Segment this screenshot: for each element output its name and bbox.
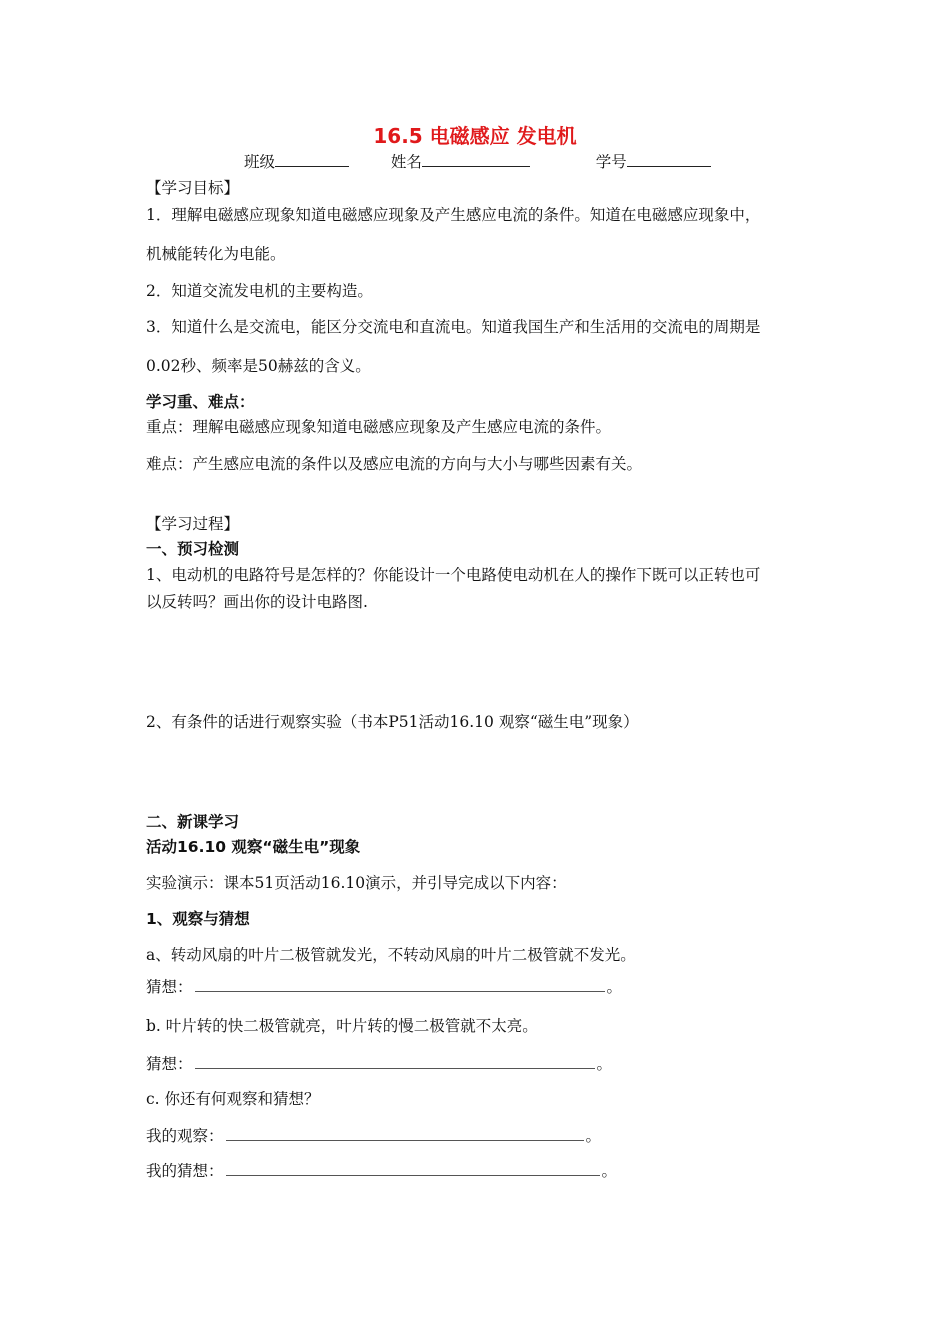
period: 。 — [585, 1127, 602, 1145]
objective-3-line-2: 0.02秒、频率是50赫兹的含义。 — [146, 357, 371, 375]
activity-title: 活动16.10 观察“磁生电”现象 — [146, 838, 361, 856]
objective-1-line-1: 1．理解电磁感应现象知道电磁感应现象及产生感应电流的条件。知道在电磁感应现象中， — [146, 206, 761, 224]
question-1-line-1: 1、电动机的电路符号是怎样的？你能设计一个电路使电动机在人的操作下既可以正转也可 — [146, 566, 761, 584]
item-a-text: a、转动风扇的叶片二极管就发光，不转动风扇的叶片二极管就不发光。 — [146, 946, 636, 964]
id-field[interactable] — [627, 152, 711, 167]
objective-2: 2．知道交流发电机的主要构造。 — [146, 282, 373, 300]
name-field[interactable] — [422, 152, 530, 167]
my-guess-label: 我的猜想： — [146, 1162, 224, 1180]
period: 。 — [601, 1162, 618, 1180]
process-heading: 【学习过程】 — [146, 515, 240, 533]
my-guess-row — [146, 1162, 617, 1181]
header-fields — [244, 152, 711, 172]
id-label: 学号 — [595, 153, 627, 171]
period: 。 — [606, 978, 623, 996]
class-label: 班级 — [244, 153, 276, 171]
my-observation-label: 我的观察： — [146, 1127, 224, 1145]
class-field[interactable] — [275, 152, 349, 167]
question-1-line-2: 以反转吗？画出你的设计电路图. — [146, 593, 368, 611]
my-guess-blank[interactable] — [226, 1163, 600, 1176]
name-label: 姓名 — [390, 153, 422, 171]
period: 。 — [596, 1055, 613, 1073]
objective-3-line-1: 3．知道什么是交流电，能区分交流电和直流电。知道我国生产和生活用的交流电的周期是 — [146, 318, 761, 336]
guess-label: 猜想： — [146, 1055, 193, 1073]
objectives-heading: 【学习目标】 — [146, 179, 240, 197]
guess-label: 猜想： — [146, 978, 193, 996]
demo-instruction: 实验演示：课本51页活动16.10演示，并引导完成以下内容： — [146, 874, 567, 892]
focus-text: 重点：理解电磁感应现象知道电磁感应现象及产生感应电流的条件。 — [146, 418, 612, 436]
page-title: 16.5 电磁感应 发电机 — [373, 124, 577, 148]
difficulty-text: 难点：产生感应电流的条件以及感应电流的方向与大小与哪些因素有关。 — [146, 455, 643, 473]
section-1-title: 一、预习检测 — [146, 540, 240, 558]
guess-b-row — [146, 1055, 612, 1074]
objective-1-line-2: 机械能转化为电能。 — [146, 245, 286, 263]
observation-heading: 1、观察与猜想 — [146, 910, 250, 928]
section-2-title: 二、新课学习 — [146, 813, 240, 831]
key-points-heading: 学习重、难点： — [146, 393, 255, 411]
guess-b-blank[interactable] — [195, 1056, 595, 1069]
item-c-text: c. 你还有何观察和猜想？ — [146, 1090, 320, 1108]
my-observation-row — [146, 1127, 601, 1146]
my-observation-blank[interactable] — [226, 1128, 584, 1141]
question-2: 2、有条件的话进行观察实验（书本P51活动16.10 观察“磁生电”现象） — [146, 713, 639, 731]
guess-a-blank[interactable] — [195, 979, 605, 992]
guess-a-row — [146, 978, 622, 997]
item-b-text: b. 叶片转的快二极管就亮，叶片转的慢二极管就不太亮。 — [146, 1017, 538, 1035]
